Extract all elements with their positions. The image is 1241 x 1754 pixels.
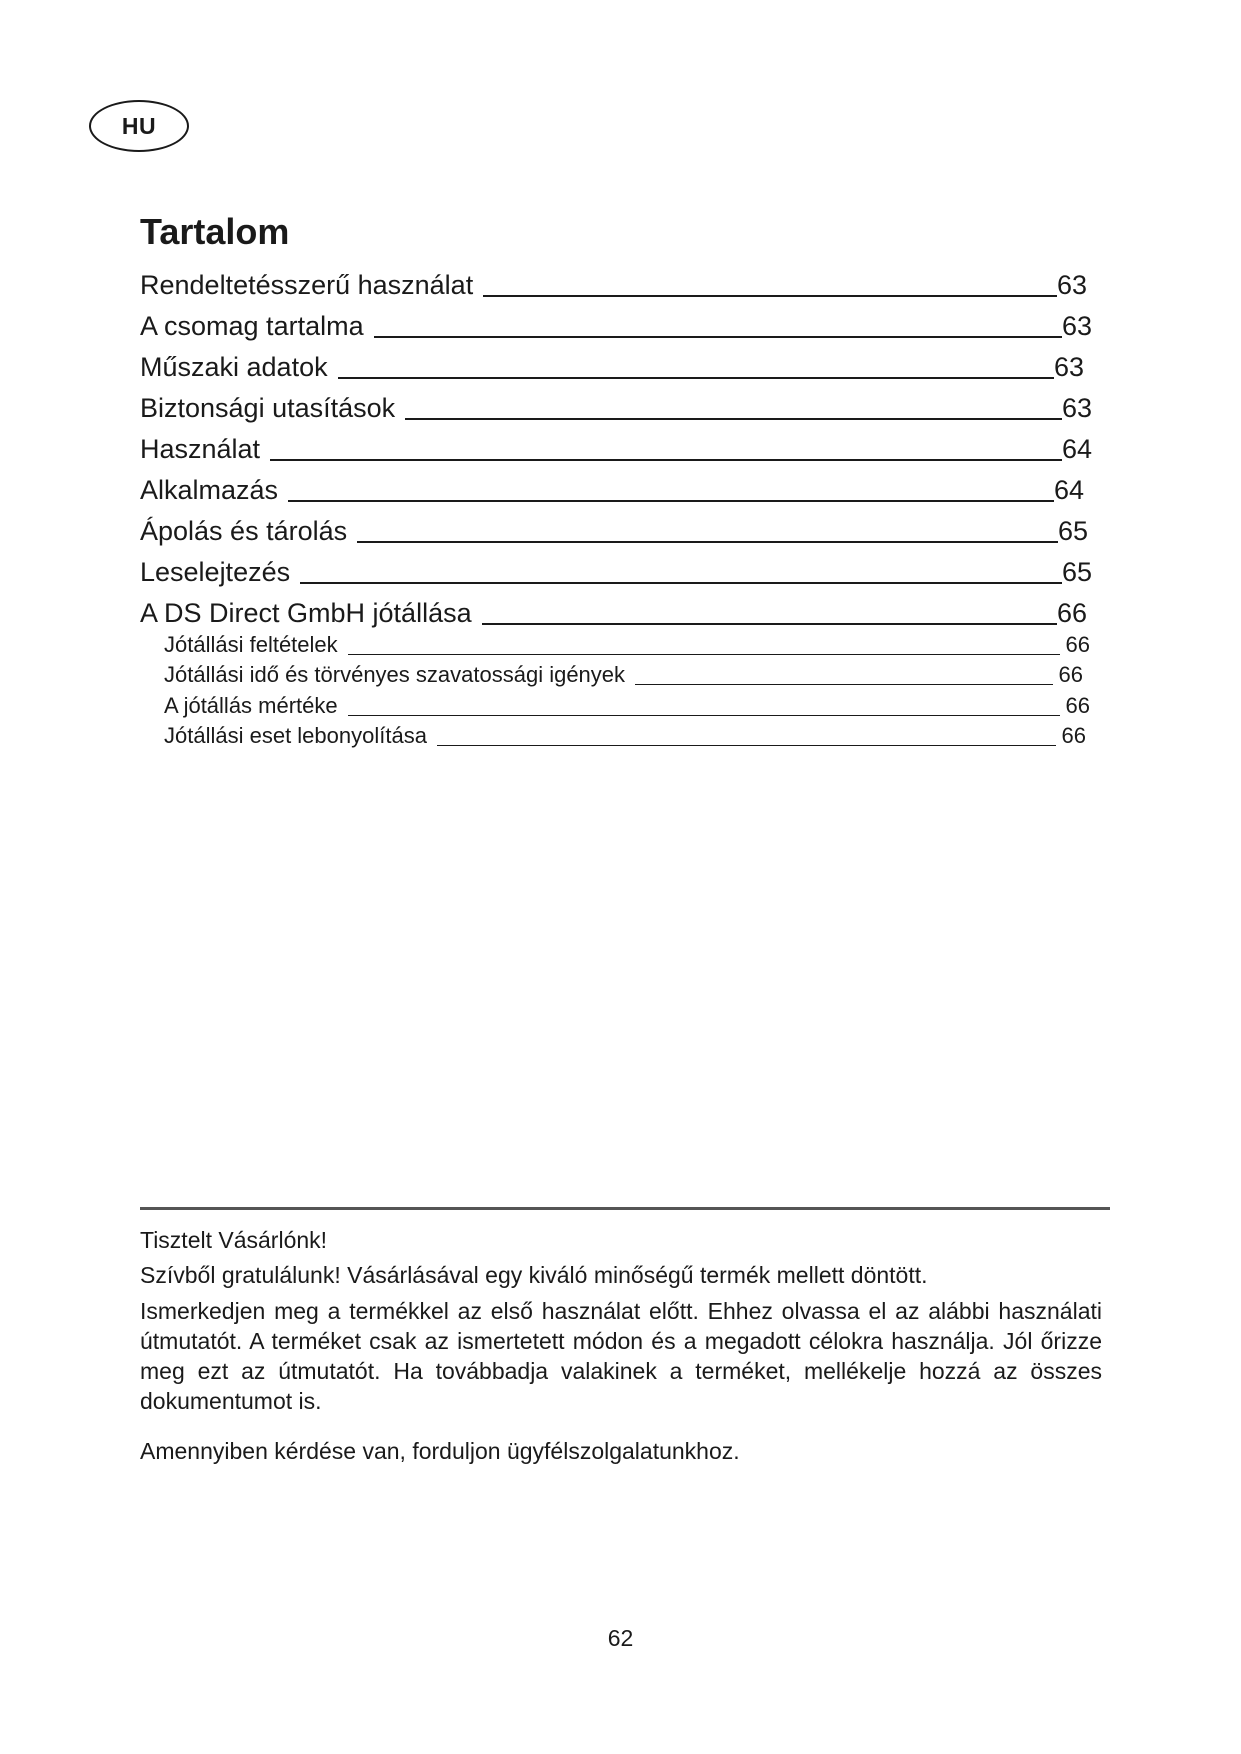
toc-sub-entry[interactable] [164,631,1090,659]
toc-sub-entry-label: Jótállási idő és törvényes szavatossági igények [164,662,626,687]
toc-entry-label: A csomag tartalma [140,311,364,341]
toc-entry[interactable] [140,473,1084,507]
toc-leader-line [348,715,1060,716]
toc-entry[interactable] [140,596,1087,630]
toc-entry[interactable] [140,432,1092,466]
toc-entry-page: 63 [1061,393,1092,423]
toc-entry[interactable] [140,555,1092,589]
toc-leader-line [635,684,1052,685]
toc-leader-line [405,418,1062,420]
toc-entry-page: 65 [1061,557,1092,587]
toc-sub-entry-label: A jótállás mértéke [164,693,338,718]
table-of-contents [0,0,1241,800]
toc-sub-entry-label: Jótállási eset lebonyolítása [164,723,427,748]
language-badge: HU [89,100,189,152]
intro-contact: Amennyiben kérdése van, forduljon ügyfélszolgalatunkhoz. [140,1438,740,1464]
toc-entry-label: Leselejtezés [140,557,291,587]
toc-leader-line [437,745,1056,746]
toc-entry-page: 63 [1053,352,1084,382]
toc-leader-line [300,582,1062,584]
intro-body: Ismerkedjen meg a termékkel az első használat előtt. Ehhez olvassa el az alábbi használati útmutatót. A terméket csak az ismertetett módon és a megadott célokra használja. Jól őrizze meg ezt az útmutatót. Ha továbbadja valakinek a terméket, mellékelje hozzá az összes dokumentumot is. [140,1298,1102,1414]
toc-entry-label: Biztonsági utasítások [140,393,396,423]
toc-leader-line [338,377,1054,379]
toc-sub-entry[interactable] [164,722,1086,750]
toc-leader-line [483,295,1057,297]
toc-sub-entry-page: 66 [1065,632,1090,657]
toc-leader-line [270,459,1062,461]
toc-entry-label: Alkalmazás [140,475,279,505]
toc-sub-entry-page: 66 [1058,662,1083,687]
page-number: 62 [607,1625,634,1651]
toc-leader-line [482,623,1057,625]
toc-entry[interactable] [140,391,1092,425]
intro-greeting: Tisztelt Vásárlónk! [140,1227,328,1253]
toc-entry-label: Műszaki adatok [140,352,328,382]
toc-sub-entry[interactable] [164,661,1083,689]
toc-entry-page: 65 [1057,516,1088,546]
toc-leader-line [374,336,1062,338]
toc-leader-line [357,541,1058,543]
toc-entry[interactable] [140,514,1088,548]
toc-sub-entry-page: 66 [1065,693,1090,718]
section-divider [140,1207,1110,1210]
toc-sub-entry[interactable] [164,692,1090,720]
toc-entry-page: 64 [1061,434,1092,464]
toc-title: Tartalom [140,211,290,252]
toc-entry[interactable] [140,268,1087,302]
toc-leader-line [288,500,1054,502]
toc-leader-line [348,654,1060,655]
toc-entry-label: Rendeltetésszerű használat [140,270,474,300]
toc-entry-label: Ápolás és tárolás [140,516,348,546]
toc-entry-page: 66 [1056,598,1087,628]
toc-sub-entry-page: 66 [1061,723,1086,748]
intro-congrats: Szívből gratulálunk! Vásárlásával egy kiváló minőségű termék mellett döntött. [140,1262,928,1288]
toc-entry[interactable] [140,309,1092,343]
toc-sub-entry-label: Jótállási feltételek [164,632,338,657]
toc-entry-label: A DS Direct GmbH jótállása [140,598,472,628]
toc-entry[interactable] [140,350,1084,384]
toc-entry-label: Használat [140,434,261,464]
toc-entry-page: 63 [1061,311,1092,341]
toc-entry-page: 64 [1053,475,1084,505]
toc-entry-page: 63 [1056,270,1087,300]
